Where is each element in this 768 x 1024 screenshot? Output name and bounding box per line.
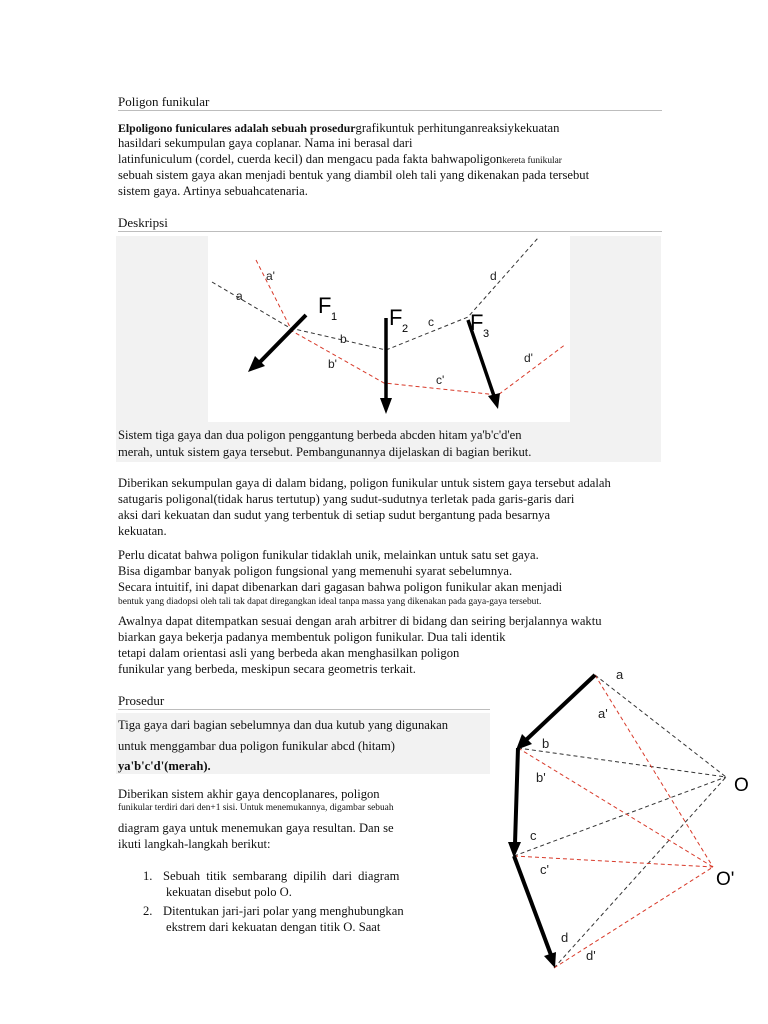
section-heading-deskripsi: Deskripsi (118, 215, 168, 230)
paragraph-3-line-3: Secara intuitif, ini dapat dibenarkan dari gagasan bahwa poligon funikular akan menjadi (118, 580, 563, 594)
paragraph-2-line-4: kekuatan. (118, 524, 167, 538)
intro-text: grafikuntuk perhitunganreaksiykekuatan (355, 121, 560, 135)
paragraph-5-line-3: diagram gaya untuk menemukan gaya resultan. Dan se (118, 821, 394, 835)
paragraph-2-line-3: aksi dari kekuatan dan sudut yang terbentuk di setiap sudut bergantung pada besarnya (118, 508, 551, 522)
label-force-f3: F (470, 310, 484, 335)
label-c-prime: c' (436, 373, 445, 387)
list-item-number: 2. (143, 904, 153, 918)
heading-rule (118, 709, 490, 710)
label-d-prime: d' (524, 351, 533, 365)
label-b: b (340, 332, 347, 346)
intro-bold-text: Elpoligono funiculares adalah sebuah prosedur (118, 121, 356, 135)
list-item-text: Sebuah titik sembarang dipilih dari diagram (163, 869, 400, 883)
label-d-prime: d' (586, 948, 596, 963)
intro-paragraph-line-4: sebuah sistem gaya akan menjadi bentuk yang diambil oleh tali yang dikenakan pada tersebut (118, 168, 590, 182)
label-force-f2-subscript: 2 (402, 323, 409, 335)
paragraph-5-line-2: funikular terdiri dari den+1 sisi. Untuk menemukannya, digambar sebuah (118, 803, 394, 813)
label-a: a (616, 667, 624, 682)
label-force-f1-subscript: 1 (331, 311, 338, 323)
label-a-prime: a' (266, 269, 275, 283)
label-pole-o-prime: O' (716, 869, 735, 890)
section-heading-prosedur: Prosedur (118, 693, 165, 708)
label-c-prime: c' (540, 862, 549, 877)
figure-caption-line-1: Sistem tiga gaya dan dua poligon penggantung berbeda abcden hitam ya'b'c'd'en (118, 428, 522, 442)
label-a: a (236, 289, 243, 303)
list-item-number: 1. (143, 869, 153, 883)
paragraph-4-line-3: tetapi dalam orientasi asli yang berbeda akan menghasilkan poligon (118, 646, 460, 660)
paragraph-4-line-1: Awalnya dapat ditempatkan sesuai dengan arah arbitrer di bidang dan seiring berjalannya waktu (118, 614, 602, 628)
section-heading-poligon-funikular: Poligon funikular (118, 94, 210, 109)
paragraph-3-line-2: Bisa digambar banyak poligon fungsional yang memenuhi syarat sebelumnya. (118, 564, 513, 578)
intro-small-text: kereta funikular (502, 156, 562, 166)
label-c: c (530, 828, 537, 843)
label-c: c (428, 315, 434, 329)
funicular-polygon-figure (208, 236, 570, 422)
paragraph-2-line-1: Diberikan sekumpulan gaya di dalam bidang, poligon funikular untuk sistem gaya tersebut adalah (118, 476, 611, 490)
paragraph-5-line-1: Diberikan sistem akhir gaya dencoplanares, poligon (118, 787, 380, 801)
list-item-text: kekuatan disebut polo O. (166, 885, 292, 899)
paragraph-4-line-4: funikular yang berbeda, meskipun secara geometris terkait. (118, 662, 416, 676)
paragraph-3-line-1: Perlu dicatat bahwa poligon funikular tidaklah unik, melainkan untuk satu set gaya. (118, 548, 539, 562)
label-b-prime: b' (328, 357, 337, 371)
paragraph-5-line-4: ikuti langkah-langkah berikut: (118, 837, 271, 851)
procedure-caption-line-3: ya'b'c'd'(merah). (118, 759, 211, 773)
list-item-text: ekstrem dari kekuatan dengan titik O. Saat (166, 920, 381, 934)
intro-paragraph-line-5: sistem gaya. Artinya sebuahcatenaria. (118, 184, 308, 198)
procedure-caption-line-2: untuk menggambar dua poligon funikular abcd (hitam) (118, 739, 395, 753)
paragraph-2-line-2: satugaris poligonal(tidak harus tertutup) yang sudut-sudutnya terletak pada garis-garis dari (118, 492, 575, 506)
label-pole-o: O (734, 775, 749, 796)
label-a-prime: a' (598, 706, 608, 721)
heading-rule (118, 110, 662, 111)
label-force-f2: F (389, 305, 403, 330)
heading-rule (118, 231, 662, 232)
label-d: d (561, 930, 569, 945)
intro-paragraph-line-2: hasildari sekumpulan gaya coplanar. Nama ini berasal dari (118, 136, 413, 150)
force-diagram-figure (498, 660, 760, 980)
label-b: b (542, 736, 550, 751)
label-b-prime: b' (536, 770, 546, 785)
label-d: d (490, 269, 497, 283)
paragraph-4-line-2: biarkan gaya bekerja padanya membentuk poligon funikular. Dua tali identik (118, 630, 506, 644)
label-force-f1: F (318, 293, 332, 318)
label-force-f3-subscript: 3 (483, 328, 490, 340)
list-item-text: Ditentukan jari-jari polar yang menghubungkan (163, 904, 404, 918)
intro-text: latinfuniculum (cordel, cuerda kecil) dan mengacu pada fakta bahwapoligon (118, 152, 503, 166)
figure-caption-line-2: merah, untuk sistem gaya tersebut. Pembangunannya dijelaskan di bagian berikut. (118, 445, 532, 459)
paragraph-3-line-4: bentuk yang diadopsi oleh tali tak dapat diregangkan ideal tanpa massa yang dikenakan pada gaya-gaya tersebut. (118, 597, 542, 607)
procedure-caption-line-1: Tiga gaya dari bagian sebelumnya dan dua kutub yang digunakan (118, 718, 449, 732)
intro-paragraph-line-1 (118, 120, 559, 136)
